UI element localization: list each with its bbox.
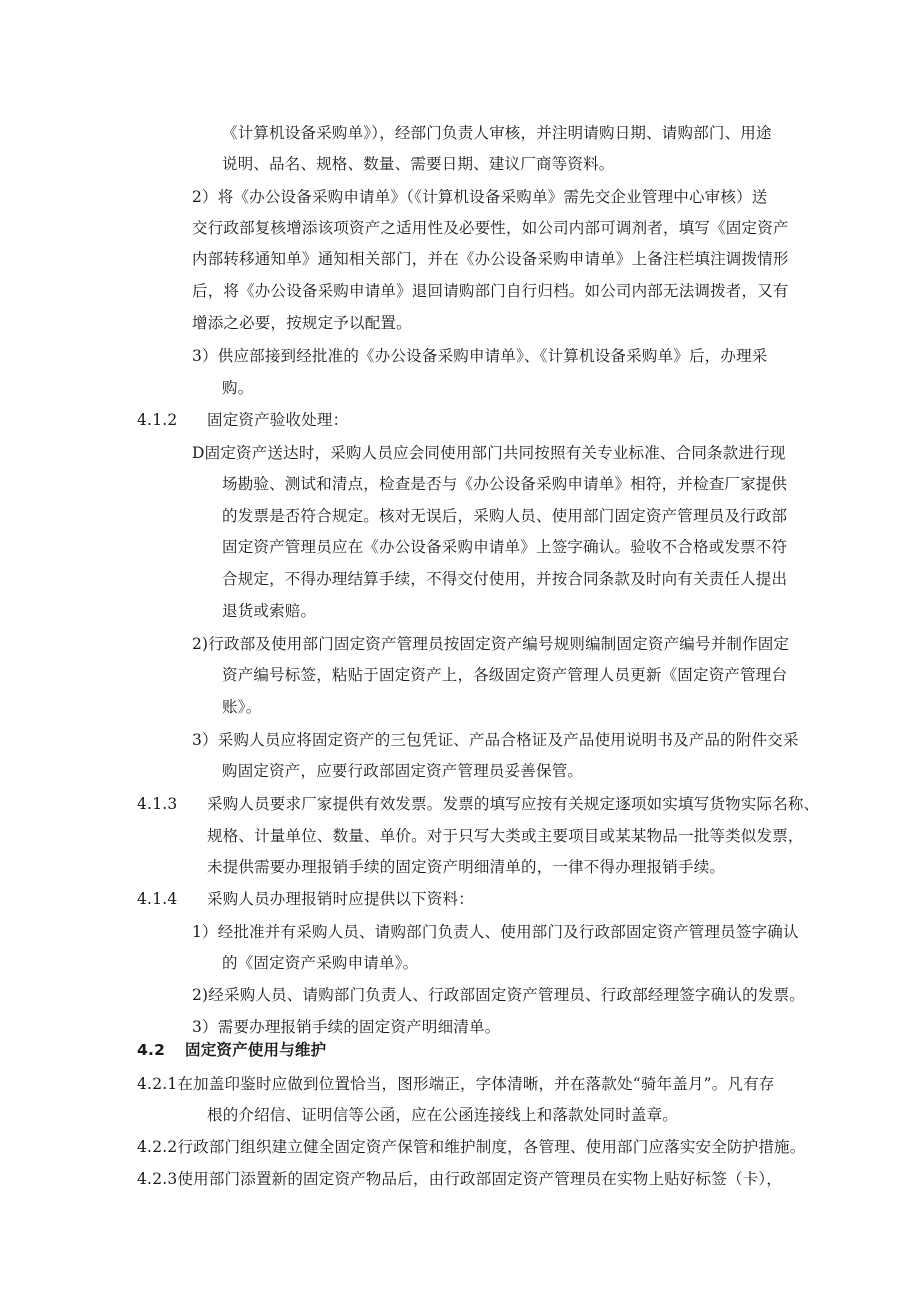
text-line: 场勘验、测试和清点，检查是否与《办公设备采购申请单》相符，并检查厂家提供 <box>222 475 788 493</box>
text-line: 未提供需要办理报销手续的固定资产明细清单的，一律不得办理报销手续。 <box>207 858 726 876</box>
text-line: 行政部门组织建立健全固定资产保管和维护制度，各管理、使用部门应落实安全防护措施。 <box>177 1138 806 1156</box>
section-heading-bold <box>137 1040 326 1060</box>
text-line: 2)经采购人员、请购部门负责人、行政部固定资产管理员、行政部经理签字确认的发票。 <box>192 986 805 1004</box>
text-line: 资产编号标签，粘贴于固定资产上，各级固定资产管理人员更新《固定资产管理台 <box>222 666 788 684</box>
section-paragraph <box>137 1169 782 1189</box>
section-title: 固定资产使用与维护 <box>185 1041 327 1059</box>
text-line: 在加盖印鉴时应做到位置恰当，图形端正，字体清晰，并在落款处“骑年盖月”。凡有存 <box>177 1075 775 1093</box>
text-line: 采购人员要求厂家提供有效发票。发票的填写应按有关规定逐项如实填写货物实际名称、 <box>207 795 820 813</box>
section-paragraph <box>137 1137 805 1157</box>
text-line: 交行政部复核增添该项资产之适用性及必要性，如公司内部可调剂者，填写《固定资产 <box>192 219 789 237</box>
section-paragraph <box>137 794 819 814</box>
section-number: 4.1.2 <box>137 411 178 429</box>
text-line: 3）供应部接到经批准的《办公设备采购申请单》、《计算机设备采购单》后，办理采 <box>192 347 768 365</box>
text-line: 3）需要办理报销手续的固定资产明细清单。 <box>192 1018 501 1036</box>
section-number: 4.2.3 <box>137 1170 178 1188</box>
text-line: 根的介绍信、证明信等公函，应在公函连接线上和落款处同时盖章。 <box>207 1106 679 1124</box>
text-line: 账》。 <box>222 698 262 716</box>
text-line: 的发票是否符合规定。核对无误后，采购人员、使用部门固定资产管理员及行政部 <box>222 507 788 525</box>
text-line: 2)行政部及使用部门固定资产管理员按固定资产编号规则编制固定资产编号并制作固定 <box>192 635 790 653</box>
text-line: 购固定资产，应要行政部固定资产管理员妥善保管。 <box>222 762 584 780</box>
text-line: 1）经批准并有采购人员、请购部门负责人、使用部门及行政部固定资产管理员签字确认 <box>192 923 799 941</box>
text-line: 规格、计量单位、数量、单价。对于只写大类或主要项目或某某物品一批等类似发票， <box>207 827 804 845</box>
text-line: 固定资产管理员应在《办公设备采购申请单》上签字确认。验收不合格或发票不符 <box>222 538 788 556</box>
text-line: 合规定，不得办理结算手续，不得交付使用，并按合同条款及时向有关责任人提出 <box>222 570 788 588</box>
section-heading <box>137 410 348 430</box>
section-number: 4.1.3 <box>137 795 178 813</box>
text-line: 内部转移通知单》通知相关部门，并在《办公设备采购申请单》上备注栏填注调拨情形 <box>192 250 789 268</box>
section-title: 固定资产验收处理： <box>207 411 349 429</box>
section-heading <box>137 889 474 909</box>
text-line: 说明、品名、规格、数量、需要日期、建议厂商等资料。 <box>222 155 615 173</box>
text-line: 后，将《办公设备采购申请单》退回请购部门自行归档。如公司内部无法调拨者，又有 <box>192 282 789 300</box>
text-line: 《计算机设备采购单》），经部门负责人审核，并注明请购日期、请购部门、用途 <box>222 124 772 142</box>
text-line: 3）采购人员应将固定资产的三包凭证、产品合格证及产品使用说明书及产品的附件交采 <box>192 731 799 749</box>
section-paragraph <box>137 1074 775 1094</box>
text-line: D固定资产送达时，采购人员应会同使用部门共同按照有关专业标准、合同条款进行现 <box>192 444 786 462</box>
text-line: 退货或索赔。 <box>222 602 317 620</box>
section-number: 4.2.2 <box>137 1138 178 1156</box>
section-number: 4.2 <box>137 1041 166 1059</box>
text-line: 增添之必要，按规定予以配置。 <box>192 314 412 332</box>
text-line: 的《固定资产采购申请单》。 <box>222 954 419 972</box>
text-line: 购。 <box>222 379 254 397</box>
text-line: 2）将《办公设备采购申请单》（《计算机设备采购单》需先交企业管理中心审核）送 <box>192 188 768 206</box>
section-number: 4.2.1 <box>137 1075 178 1093</box>
section-number: 4.1.4 <box>137 890 178 908</box>
section-title: 采购人员办理报销时应提供以下资料： <box>207 890 474 908</box>
text-line: 使用部门添置新的固定资产物品后，由行政部固定资产管理员在实物上贴好标签（卡）， <box>177 1170 783 1188</box>
